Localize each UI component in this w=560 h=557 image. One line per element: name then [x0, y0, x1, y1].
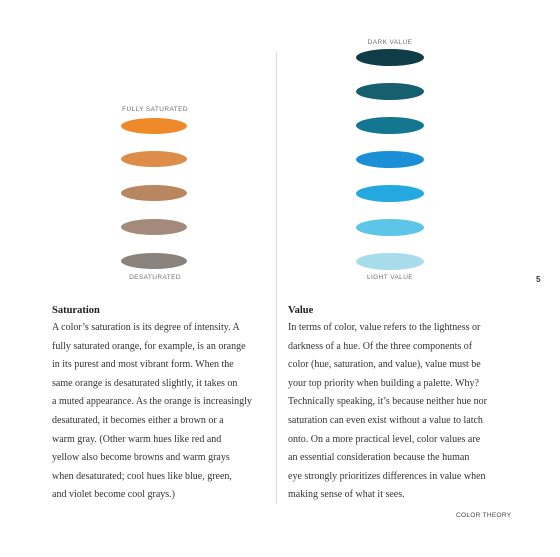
value-swatch: [356, 253, 424, 270]
value-line: saturation can even exist without a value to latch: [288, 414, 483, 426]
value-swatch: [356, 49, 424, 66]
saturation-line: yellow also become browns and warm grays: [52, 452, 230, 464]
value-swatch: [356, 151, 424, 168]
saturation-swatch: [121, 185, 187, 201]
value-line: making sense of what it sees.: [288, 489, 405, 501]
value-swatch: [356, 83, 424, 100]
value-line: onto. On a more practical level, color values are: [288, 433, 481, 445]
fully-saturated-label: FULLY SATURATED: [122, 106, 188, 113]
value-line: color (hue, saturation, and value), value must be: [288, 359, 481, 371]
value-line: darkness of a hue. Of the three components of: [288, 340, 473, 352]
saturation-line: fully saturated orange, for example, is an orange: [52, 340, 246, 352]
value-line: eye strongly prioritizes differences in value when: [288, 470, 486, 482]
saturation-line: in its purest and most vibrant form. When the: [52, 359, 234, 371]
light-value-label: LIGHT VALUE: [366, 274, 414, 281]
saturation-swatch: [121, 253, 187, 269]
saturation-line: same orange is desaturated slightly, it takes on: [52, 377, 238, 389]
saturation-swatch: [121, 118, 187, 134]
value-paragraph: [288, 319, 510, 505]
saturation-swatch: [121, 219, 187, 235]
value-swatch: [356, 185, 424, 202]
value-line: an essential consideration because the human: [288, 452, 470, 464]
column-divider: [276, 52, 277, 504]
saturation-line: a muted appearance. As the orange is increasingly: [52, 396, 252, 408]
saturation-line: desaturated, it becomes either a brown or a: [52, 414, 224, 426]
value-line: In terms of color, value refers to the lightness or: [288, 322, 481, 333]
value-heading: Value: [288, 305, 314, 316]
value-swatch: [356, 219, 424, 236]
saturation-line: A color’s saturation is its degree of intensity. A: [52, 322, 240, 333]
value-line: Technically speaking, it’s because neither hue nor: [288, 396, 487, 408]
value-swatch: [356, 117, 424, 134]
saturation-line: when desaturated; cool hues like blue, green,: [52, 470, 232, 482]
footer-title: COLOR THEORY: [456, 512, 512, 519]
value-line: your top priority when building a palette. Why?: [288, 377, 479, 389]
saturation-heading: Saturation: [52, 305, 100, 316]
page-number: 5: [536, 275, 541, 284]
desaturated-label: DESATURATED: [129, 274, 181, 281]
saturation-swatch: [121, 151, 187, 167]
saturation-line: and violet become cool grays.): [52, 489, 176, 501]
saturation-paragraph: [52, 319, 274, 505]
saturation-line: warm gray. (Other warm hues like red and: [52, 433, 222, 445]
dark-value-label: DARK VALUE: [367, 39, 413, 46]
